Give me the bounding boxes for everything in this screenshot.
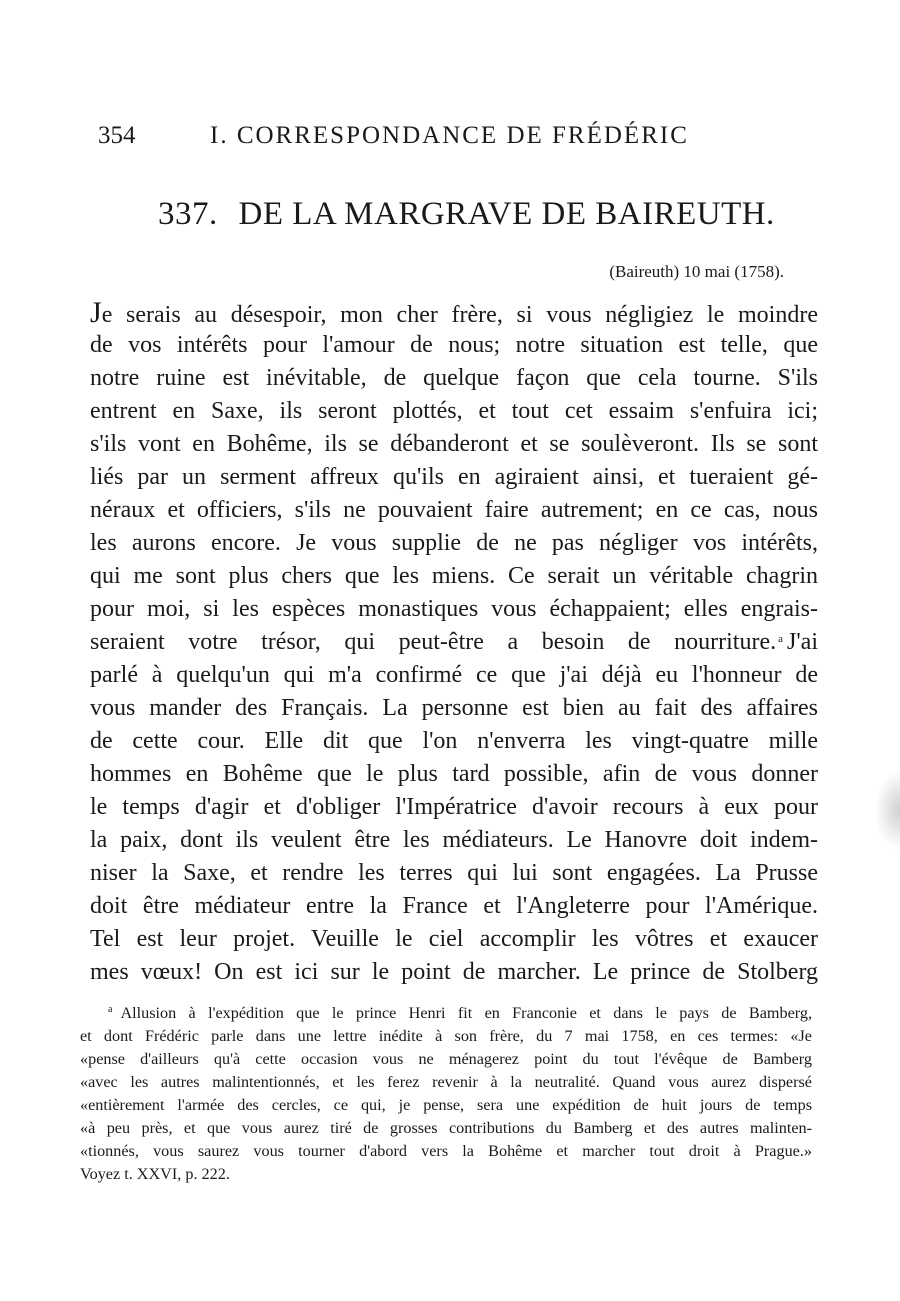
footnote-marker: a — [108, 1004, 113, 1015]
footnote-line — [80, 1002, 812, 1025]
footnote-line: «avec les autres malintentionnés, et les ferez revenir à la neutralité. Quand vous aurez dispersé — [80, 1073, 812, 1091]
body-line-text: seraient votre trésor, qui peut-être a besoin de nourriture. — [90, 629, 777, 655]
letter-number: 337. — [158, 196, 218, 232]
initial-letter: J — [90, 296, 102, 329]
body-line-text: e serais au désespoir, mon cher frère, si vous négligiez le moindre — [101, 302, 818, 328]
letter-heading — [158, 196, 798, 233]
body-line: de cette cour. Elle dit que l'on n'enverra les vingt-quatre mille — [90, 728, 818, 754]
footnote-reference[interactable]: a — [778, 633, 784, 645]
body-line: s'ils vont en Bohême, ils se débanderont et se soulèveront. Ils se sont — [90, 431, 818, 457]
body-line: néraux et officiers, s'ils ne pouvaient faire autrement; en ce cas, nous — [90, 497, 818, 523]
body-line: pour moi, si les espèces monastiques vous échappaient; elles engrais- — [90, 596, 818, 622]
running-title: I. CORRESPONDANCE DE FRÉDÉRIC — [210, 122, 689, 149]
body-line — [90, 626, 818, 659]
running-head — [98, 122, 718, 158]
footnote-text: Allusion à l'expédition que le prince Henri fit en Franconie et dans le pays de Bamberg, — [120, 1004, 812, 1022]
body-line: vous mander des Français. La personne est bien au fait des affaires — [90, 695, 818, 721]
body-line: les aurons encore. Je vous supplie de ne pas négliger vos intérêts, — [90, 530, 818, 556]
footnotes — [80, 1002, 812, 1186]
body-line: liés par un serment affreux qu'ils en agiraient ainsi, et tueraient gé- — [90, 464, 818, 490]
footnote-line: «tionnés, vous saurez vous tourner d'abord vers la Bohême et marcher tout droit à Prague.» — [80, 1142, 812, 1160]
body-line: hommes en Bohême que le plus tard possible, afin de vous donner — [90, 761, 818, 787]
body-line: niser la Saxe, et rendre les terres qui lui sont engagées. La Prusse — [90, 860, 818, 886]
body-line: qui me sont plus chers que les miens. Ce serait un véritable chagrin — [90, 563, 818, 589]
body-line: la paix, dont ils veulent être les médiateurs. Le Hanovre doit indem- — [90, 827, 818, 853]
letter-body — [90, 296, 818, 989]
body-line: doit être médiateur entre la France et l'Angleterre pour l'Amérique. — [90, 893, 818, 919]
body-line: le temps d'agir et d'obliger l'Impératrice d'avoir recours à eux pour — [90, 794, 818, 820]
body-line-text: J'ai — [787, 629, 818, 655]
page-number: 354 — [98, 122, 136, 149]
footnote-line: «pense d'ailleurs qu'à cette occasion vous ne ménagerez point du tout l'évêque de Bamberg — [80, 1050, 812, 1068]
body-line: notre ruine est inévitable, de quelque façon que cela tourne. S'ils — [90, 365, 818, 391]
dateline: (Baireuth) 10 mai (1758). — [609, 262, 784, 281]
footnote-line: Voyez t. XXVI, p. 222. — [80, 1165, 230, 1183]
footnote-line: et dont Frédéric parle dans une lettre inédite à son frère, du 7 mai 1758, en ces termes: «Je — [80, 1027, 812, 1045]
body-line: de vos intérêts pour l'amour de nous; notre situation est telle, que — [90, 332, 818, 358]
scan-smudge — [874, 770, 900, 850]
body-line: entrent en Saxe, ils seront plottés, et tout cet essaim s'enfuira ici; — [90, 398, 818, 424]
body-line: mes vœux! On est ici sur le point de marcher. Le prince de Stolberg — [90, 959, 818, 985]
body-line: parlé à quelqu'un qui m'a confirmé ce que j'ai déjà eu l'honneur de — [90, 662, 818, 688]
footnote-line: «à peu près, et que vous aurez tiré de grosses contributions du Bamberg et des autres malinten- — [80, 1119, 812, 1137]
body-line: Tel est leur projet. Veuille le ciel accomplir les vôtres et exaucer — [90, 926, 818, 952]
letter-title: DE LA MARGRAVE DE BAIREUTH. — [238, 196, 775, 232]
footnote-line: «entièrement l'armée des cercles, ce qui, je pense, sera une expédition de huit jours de temps — [80, 1096, 812, 1114]
body-line — [90, 296, 818, 329]
